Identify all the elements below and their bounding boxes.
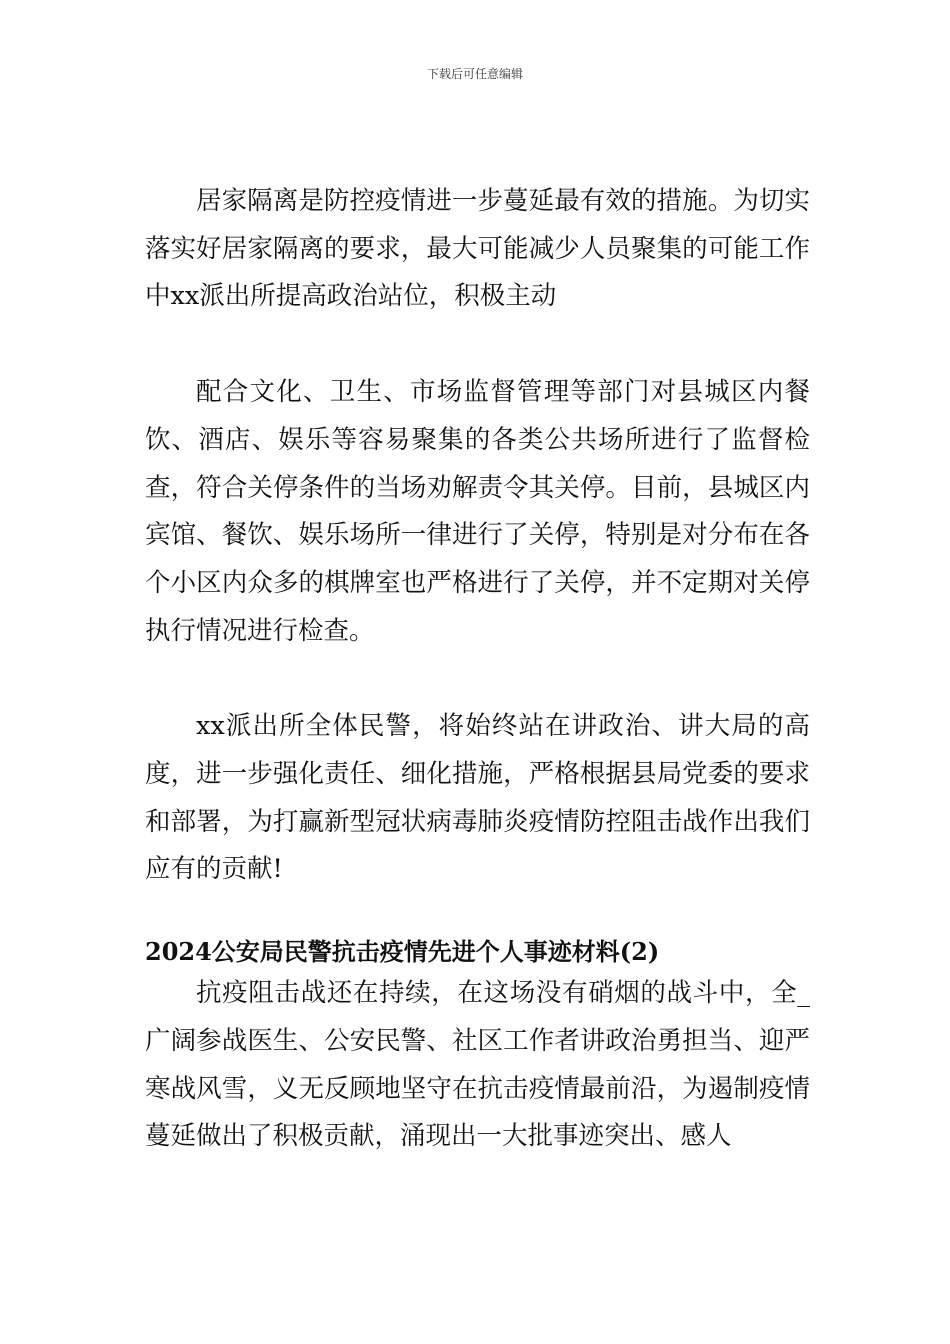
page-header-note: 下载后可任意编辑 — [426, 67, 523, 81]
document-body — [145, 178, 810, 1161]
paragraph-frontline: 抗疫阻击战还在持续，在这场没有硝烟的战斗中，全_广阔参战医生、公安民警、社区工作者讲政治勇担当、迎严寒战风雪，义无反顾地坚守在抗击疫情最前沿，为遏制疫情蔓延做出了积极贡献，涌现出一大批事迹突出、感人 — [145, 978, 810, 1152]
paragraph-police-commitment: xx派出所全体民警，将始终站在讲政治、讲大局的高度，进一步强化责任、细化措施，严格根据县局党委的要求和部署，为打赢新型冠状病毒肺炎疫情防控阻击战作出我们应有的贡献! — [145, 711, 810, 885]
section-heading: 2024公安局民警抗击疫情先进个人事迹材料(2) — [145, 937, 660, 967]
paragraph-public-venues: 配合文化、卫生、市场监督管理等部门对县城区内餐饮、酒店、娱乐等容易聚集的各类公共场所进行了监督检查，符合关停条件的当场劝解责令其关停。目前，县城区内宾馆、餐饮、娱乐场所一律进行了关停，特别是对分布在各个小区内众多的棋牌室也严格进行了关停，并不定期对关停执行情况进行检查。 — [145, 377, 810, 646]
paragraph-home-isolation: 居家隔离是防控疫情进一步蔓延最有效的措施。为切实落实好居家隔离的要求，最大可能减少人员聚集的可能工作中xx派出所提高政治站位，积极主动 — [145, 186, 810, 312]
